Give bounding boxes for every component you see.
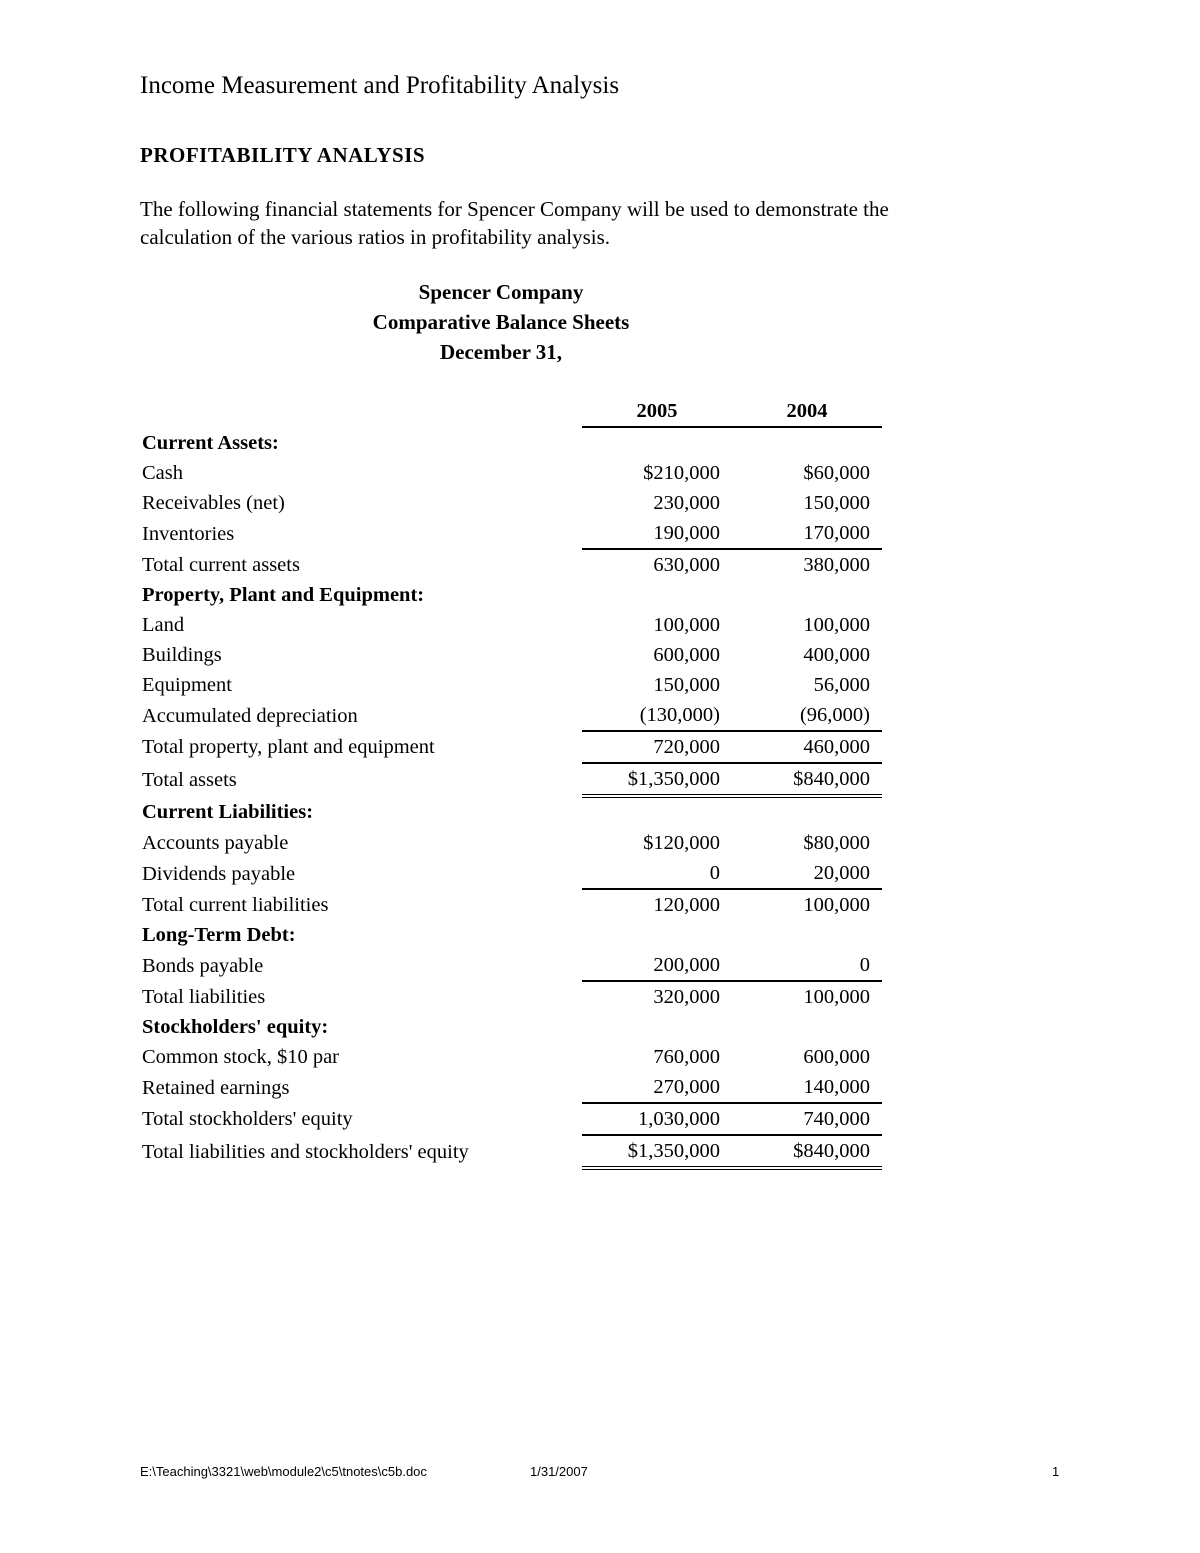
- value-2004: 100,000: [803, 614, 870, 636]
- balance-sheet-table: [142, 396, 882, 1170]
- grand-total-row: [142, 763, 882, 796]
- table-row: [142, 828, 882, 858]
- value-2005: 0: [709, 862, 720, 884]
- row-label: Total property, plant and equipment: [142, 736, 435, 758]
- row-label: Retained earnings: [142, 1076, 290, 1099]
- table-row: [142, 858, 882, 889]
- value-2005: $120,000: [643, 832, 720, 854]
- value-2004: 460,000: [732, 731, 882, 763]
- value-2005: 200,000: [653, 954, 720, 976]
- value-2005: 600,000: [653, 644, 720, 666]
- subtotal-row: [142, 889, 882, 920]
- value-2004: [732, 796, 882, 828]
- value-2004: 400,000: [803, 644, 870, 666]
- value-2005: 320,000: [582, 981, 732, 1012]
- row-label: Stockholders' equity:: [142, 1016, 329, 1038]
- table-row: [142, 518, 882, 549]
- table-row: [142, 670, 882, 700]
- value-2005: [582, 427, 732, 458]
- section-heading: PROFITABILITY ANALYSIS: [140, 143, 426, 167]
- table-row: [142, 1042, 882, 1072]
- intro-text-line-2: calculation of the various ratios in profitability analysis.: [140, 225, 611, 249]
- row-label: Property, Plant and Equipment:: [142, 584, 425, 606]
- table-row: [142, 950, 882, 981]
- row-label: Total stockholders' equity: [142, 1108, 353, 1130]
- row-label: Total liabilities and stockholders' equity: [142, 1140, 469, 1163]
- value-2004: 100,000: [732, 981, 882, 1012]
- value-2004: $80,000: [803, 832, 870, 854]
- subtotal-row: [142, 549, 882, 580]
- value-2005: 630,000: [582, 549, 732, 580]
- value-2005: $1,350,000: [582, 763, 732, 796]
- row-label: Dividends payable: [142, 862, 296, 885]
- document-title: Income Measurement and Profitability Analysis: [140, 72, 620, 99]
- table-row: [142, 458, 882, 488]
- value-2004: 100,000: [732, 889, 882, 920]
- row-label: Long-Term Debt:: [142, 924, 296, 946]
- value-2005: 120,000: [582, 889, 732, 920]
- table-row: [142, 488, 882, 518]
- value-2004: 600,000: [803, 1046, 870, 1068]
- column-header-2004: 2004: [732, 396, 882, 427]
- value-2005: 230,000: [653, 492, 720, 514]
- section-row: [142, 920, 882, 950]
- footer-date: 1/31/2007: [530, 1464, 588, 1479]
- intro-text-line-1: The following financial statements for Spencer Company will be used to demonstrate the: [140, 197, 889, 221]
- row-label: Inventories: [142, 522, 235, 545]
- footer-file-path: E:\Teaching\3321\web\module2\c5\tnotes\c5b.doc: [140, 1464, 427, 1479]
- section-row: [142, 427, 882, 458]
- value-2004: 20,000: [813, 862, 870, 884]
- statement-title: Comparative Balance Sheets: [372, 310, 630, 334]
- value-2005: 190,000: [653, 522, 720, 544]
- table-row: [142, 640, 882, 670]
- value-2004: 740,000: [732, 1103, 882, 1135]
- value-2005: [582, 796, 732, 828]
- row-label: Bonds payable: [142, 954, 264, 977]
- table-row: [142, 1072, 882, 1103]
- value-2005: 100,000: [653, 614, 720, 636]
- value-2004: $840,000: [732, 1135, 882, 1168]
- row-label: Current Assets:: [142, 431, 279, 454]
- value-2005: (130,000): [639, 704, 720, 726]
- subtotal-row: [142, 981, 882, 1012]
- value-2004: 380,000: [732, 549, 882, 580]
- value-2004: [732, 920, 882, 950]
- row-label: Total liabilities: [142, 985, 266, 1008]
- section-row: [142, 1012, 882, 1042]
- value-2004: 140,000: [803, 1076, 870, 1098]
- page-number: 1: [1052, 1464, 1060, 1479]
- statement-date: December 31,: [439, 340, 563, 364]
- row-label: Current Liabilities:: [142, 801, 314, 823]
- value-2004: 0: [859, 954, 870, 976]
- column-header-row: [142, 396, 882, 427]
- value-2005: 270,000: [653, 1076, 720, 1098]
- value-2004: $840,000: [732, 763, 882, 796]
- value-2004: [732, 427, 882, 458]
- table-row: [142, 610, 882, 640]
- value-2005: 150,000: [653, 674, 720, 696]
- value-2005: 760,000: [653, 1046, 720, 1068]
- value-2004: [732, 580, 882, 610]
- row-label: Equipment: [142, 674, 232, 696]
- row-label: Common stock, $10 par: [142, 1046, 340, 1068]
- section-row: [142, 796, 882, 828]
- column-header-2005: 2005: [582, 396, 732, 427]
- value-2005: [582, 580, 732, 610]
- row-label: Cash: [142, 462, 183, 484]
- value-2005: [582, 1012, 732, 1042]
- value-2004: 56,000: [813, 674, 870, 696]
- value-2004: (96,000): [799, 704, 870, 726]
- section-row: [142, 580, 882, 610]
- row-label: Total assets: [142, 768, 237, 791]
- row-label: Receivables (net): [142, 492, 285, 514]
- table-row: [142, 700, 882, 731]
- row-label: Accumulated depreciation: [142, 704, 358, 727]
- company-name: Spencer Company: [418, 280, 584, 304]
- value-2004: 170,000: [803, 522, 870, 544]
- subtotal-row: [142, 1103, 882, 1135]
- value-2005: $210,000: [643, 462, 720, 484]
- row-label: Buildings: [142, 644, 222, 666]
- row-label: Total current liabilities: [142, 893, 329, 916]
- value-2004: [732, 1012, 882, 1042]
- value-2004: 150,000: [803, 492, 870, 514]
- subtotal-row: [142, 731, 882, 763]
- grand-total-row: [142, 1135, 882, 1168]
- row-label: Accounts payable: [142, 832, 289, 854]
- row-label: Land: [142, 614, 185, 636]
- value-2004: $60,000: [803, 462, 870, 484]
- value-2005: 720,000: [582, 731, 732, 763]
- value-2005: [582, 920, 732, 950]
- value-2005: 1,030,000: [582, 1103, 732, 1135]
- row-label: Total current assets: [142, 553, 300, 576]
- header-label-spacer: [142, 396, 582, 427]
- value-2005: $1,350,000: [582, 1135, 732, 1168]
